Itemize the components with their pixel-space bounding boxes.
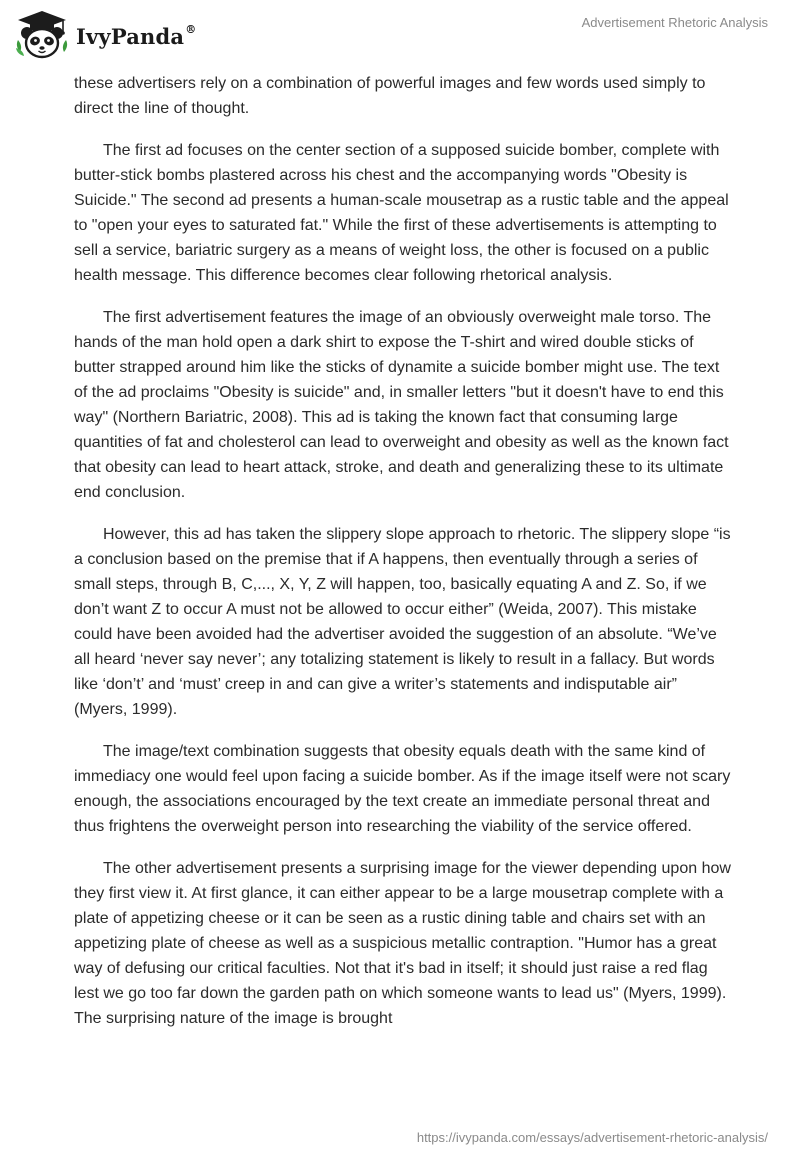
paragraph: However, this ad has taken the slippery slope approach to rhetoric. The slippery slope “is a conclusion based on the premise that if A happens, then eventually through a series of small steps, through B, C,..., X, Y, Z will happen, too, basically equating A and Z. So, if we don’t want Z to occur A must not be allowed to occur either” (Weida, 2007). This mistake could have been avoided had the advertiser avoided the suggestion of an absolute. “We’ve all heard ‘never say never’; any totalizing statement is likely to result in a fallacy. But words like ‘don’t’ and ‘must’ creep in and can give a writer’s statements and indisputable air” (Myers, 1999).: [74, 526, 731, 718]
paragraph: The image/text combination suggests that obesity equals death with the same kind of immediacy one would feel upon facing a suicide bomber. As if the image itself were not scary enough, the associations encouraged by the text create an immediate personal threat and thus frightens the overweight person into researching the viability of the service offered.: [74, 743, 731, 835]
document-title: Advertisement Rhetoric Analysis: [581, 15, 768, 30]
panda-graduate-icon: [14, 8, 70, 62]
paragraph: The first ad focuses on the center section of a supposed suicide bomber, complete with butter-stick bombs plastered across his chest and the accompanying words "Obesity is Suicide." The second ad presents a human-scale mousetrap as a rustic table and the appeal to "open your eyes to saturated fat." While the first of these advertisements is attempting to sell a service, bariatric surgery as a means of weight loss, the other is focused on a public health message. This difference becomes clear following rhetorical analysis.: [74, 142, 729, 284]
brand-name: [76, 24, 196, 49]
brand-logo[interactable]: [14, 8, 196, 62]
essay-body: [74, 71, 734, 1048]
source-url[interactable]: https://ivypanda.com/essays/advertisement-rhetoric-analysis/: [416, 1130, 768, 1145]
paragraph: these advertisers rely on a combination of powerful images and few words used simply to direct the line of thought.: [74, 75, 706, 117]
page-header: [0, 0, 800, 70]
paragraph: The first advertisement features the image of an obviously overweight male torso. The hands of the man hold open a dark shirt to expose the T-shirt and wired double sticks of butter strapped around him like the sticks of dynamite a suicide bomber might use. The text of the ad proclaims "Obesity is suicide" and, in smaller letters "but it doesn't have to end this way" (Northern Bariatric, 2008). This ad is taking the known fact that consuming large quantities of fat and cholesterol can lead to overweight and obesity as well as the known fact that obesity can lead to heart attack, stroke, and death and generalizing these to its ultimate end conclusion.: [74, 309, 729, 501]
brand-name-text: IvyPanda: [76, 23, 185, 49]
paragraph: The other advertisement presents a surprising image for the viewer depending upon how they first view it. At first glance, it can either appear to be a large mousetrap complete with a plate of appetizing cheese or it can be seen as a rustic dining table and chairs set with an appetizing plate of cheese as well as a suspicious metallic contraption. "Humor has a great way of defusing our critical faculties. Not that it's bad in itself; it should just raise a red flag lest we go too far down the garden path on which someone wants to lead us" (Myers, 1999). The surprising nature of the image is brought: [74, 860, 731, 1027]
registered-mark: ®: [185, 22, 197, 36]
